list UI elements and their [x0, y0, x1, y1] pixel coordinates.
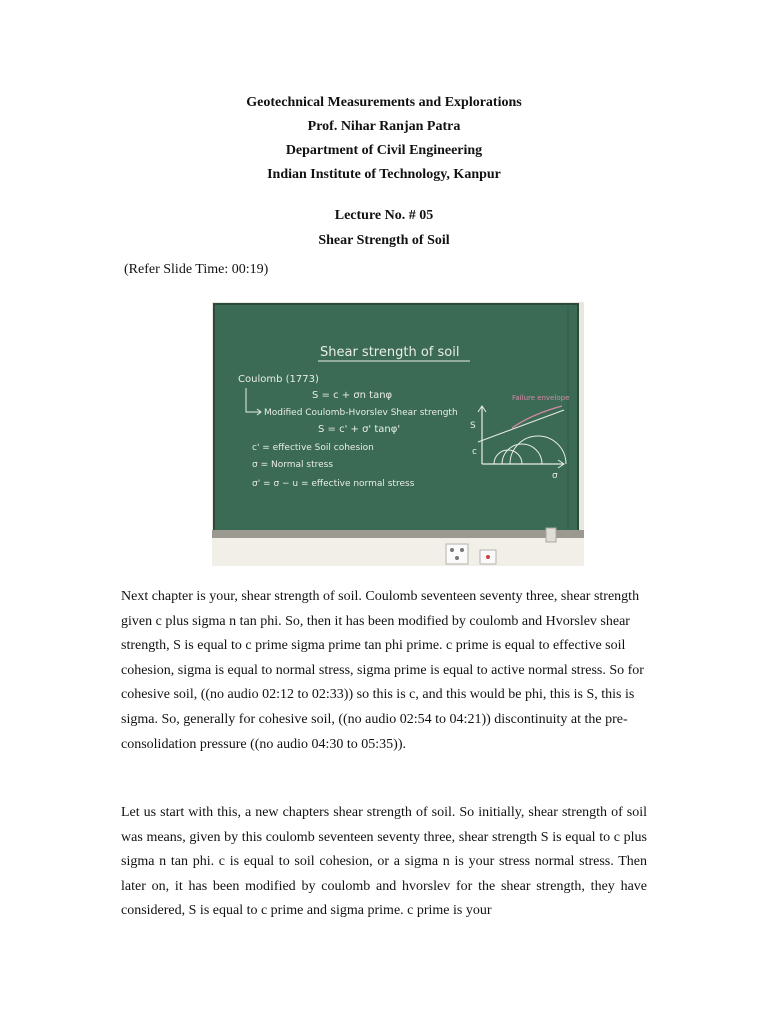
refer-slide-time: (Refer Slide Time: 00:19) [124, 262, 269, 277]
institute-name: Indian Institute of Technology, Kanpur [267, 167, 501, 182]
lecture-title: Shear Strength of Soil [318, 233, 450, 248]
slide-image [212, 302, 584, 566]
slide-line-coulomb-equation: S = c + σn tanφ [312, 390, 393, 401]
paragraph-2: Let us start with this, a new chapters shear strength of soil. So initially, shear strength of soil was means, given by this coulomb seventeen seventy three, shear strength S is equal to c plus sigma n tan phi. c is equal to soil cohesion, or a sigma n is your stress normal stress. Then later on, it has been modified by coulomb and hvorslev for the shear strength, they have considered, S is equal to c prime and sigma prime. c prime is your [121, 805, 647, 919]
slide-line-modified: Modified Coulomb-Hvorslev Shear strength [264, 408, 458, 418]
graph-s-label: S [470, 421, 476, 431]
course-title: Geotechnical Measurements and Explorations [246, 95, 522, 110]
wall-socket-icon [480, 550, 496, 564]
department-name: Department of Civil Engineering [285, 143, 483, 158]
graph-c-label: c [472, 447, 477, 457]
professor-name: Prof. Nihar Ranjan Patra [307, 119, 461, 134]
chalkboard [214, 304, 578, 532]
slide-title: Shear strength of soil [320, 345, 460, 360]
slide-line-normal-stress: σ = Normal stress [252, 460, 334, 470]
wall-plug-icon [546, 528, 556, 542]
chalkboard-drawing [212, 302, 584, 566]
slide-line-cohesion: c' = effective Soil cohesion [252, 443, 374, 453]
wall-switch-icon [446, 544, 468, 564]
lecture-number: Lecture No. # 05 [334, 208, 434, 223]
graph-envelope-label: Failure envelope [512, 394, 570, 402]
paragraph-1: Next chapter is your, shear strength of soil. Coulomb seventeen seventy three, shear strength given c plus sigma n tan phi. So, then it has been modified by coulomb and Hvorslev shear strength, S is equal to c prime sigma prime tan phi prime. c prime is equal to effective soil cohesion, sigma is equal to normal stress, sigma prime is equal to active normal stress. So for cohesive soil, ((no audio 02:12 to 02:33)) so this is c, and this would be phi, this is S, this is sigma. So, generally for cohesive soil, ((no audio 02:54 to 04:21)) discontinuity at the pre-consolidation pressure ((no audio 04:30 to 05:35)). [121, 589, 644, 752]
slide-line-coulomb: Coulomb (1773) [238, 374, 319, 385]
graph-sigma-label: σ [552, 471, 558, 481]
slide-line-modified-equation: S = c' + σ' tanφ' [318, 424, 401, 435]
slide-line-effective-stress: σ' = σ − u = effective normal stress [252, 479, 415, 489]
